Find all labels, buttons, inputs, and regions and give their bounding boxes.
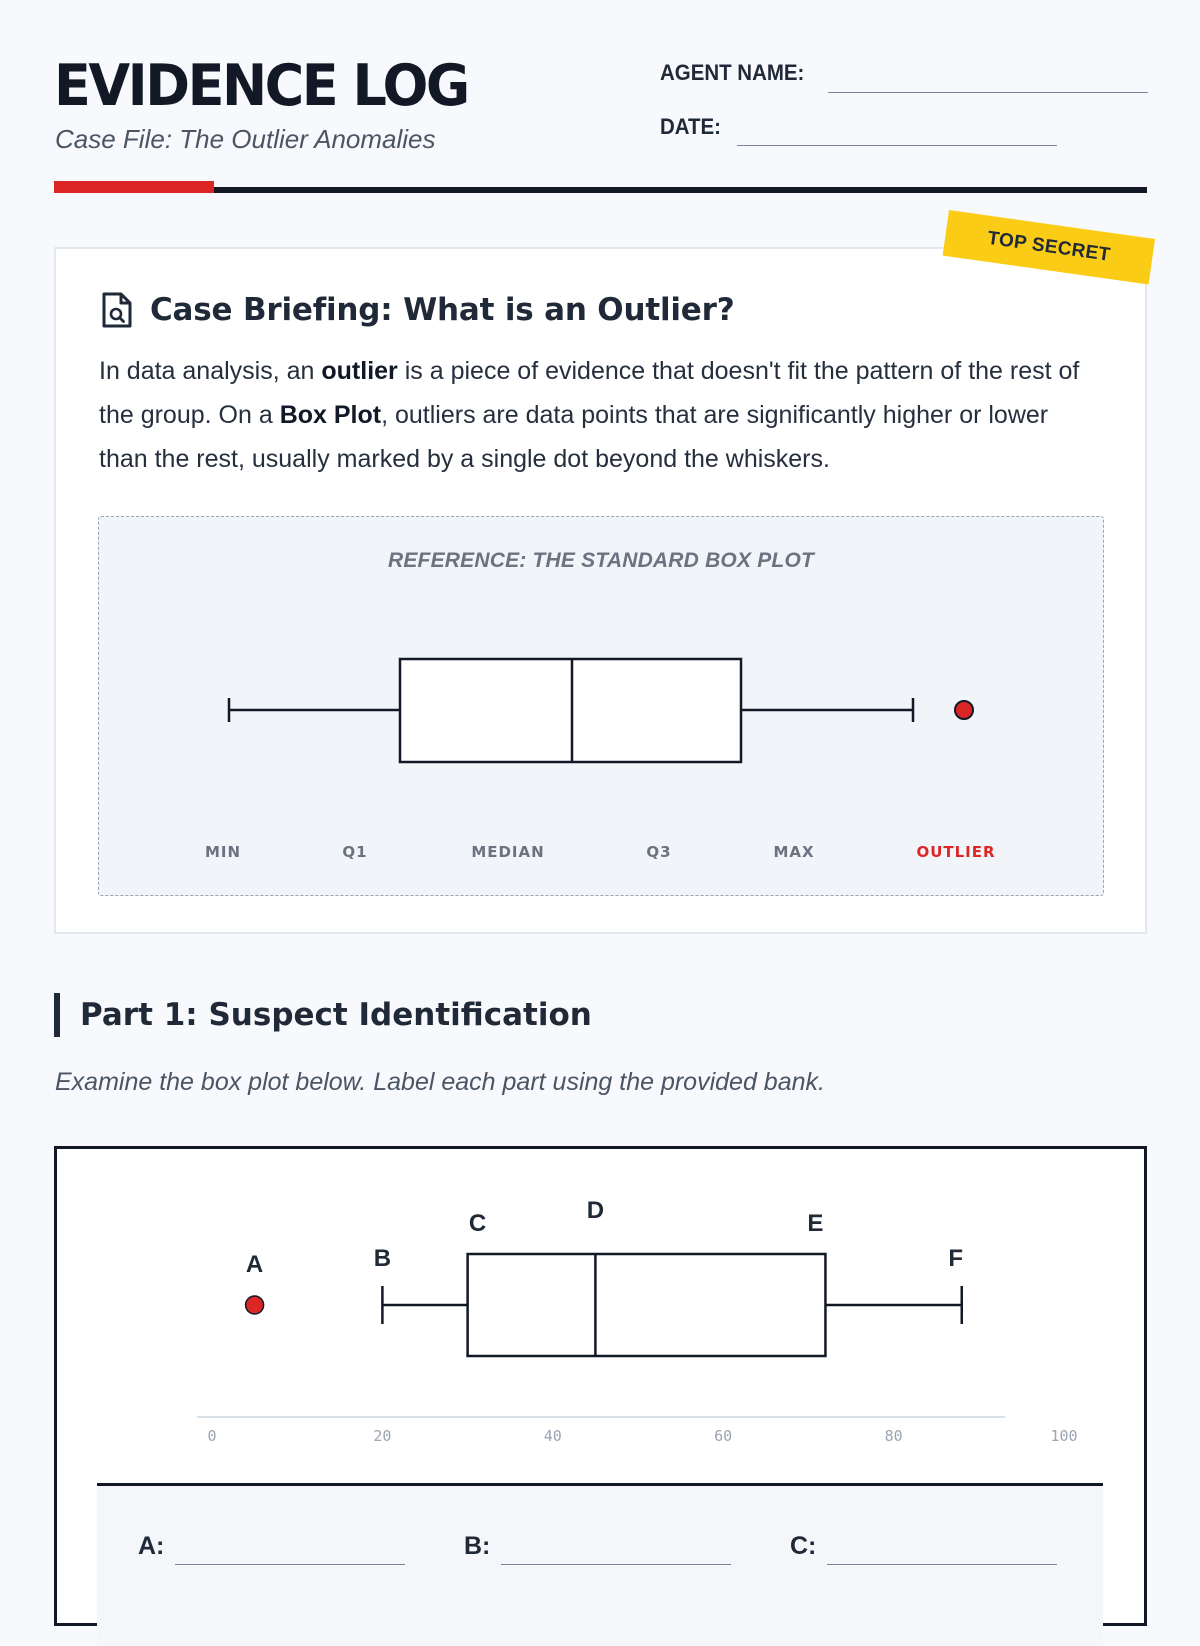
x-tick-label: 0 <box>207 1427 217 1445</box>
answer-area <box>97 1483 1103 1646</box>
case-briefing-heading <box>100 291 735 329</box>
answer-field-b[interactable] <box>501 1564 731 1565</box>
date-label: DATE: <box>660 114 722 139</box>
outlier-dot <box>246 1296 264 1314</box>
case-briefing-title: Case Briefing: What is an Outlier? <box>150 292 735 328</box>
header-divider <box>54 187 1147 193</box>
point-label-b: B <box>373 1245 392 1272</box>
answer-field-c[interactable] <box>827 1564 1057 1565</box>
briefing-paragraph <box>99 349 1099 481</box>
reference-title: REFERENCE: THE STANDARD BOX PLOT <box>387 549 815 572</box>
answer-field-a[interactable] <box>175 1564 405 1565</box>
page-title: EVIDENCE LOG <box>54 52 468 119</box>
label-median: MEDIAN <box>471 843 545 861</box>
point-label-a: A <box>245 1251 264 1278</box>
briefing-text: , outliers are data points that are significantly higher or lower than the rest, usually marked by a single dot beyond the whiskers. <box>99 401 1049 473</box>
part1-instructions: Examine the box plot below. Label each part using the provided bank. <box>55 1068 825 1096</box>
case-briefing-card <box>54 227 1147 934</box>
reference-outlier-dot <box>955 701 973 719</box>
briefing-term-box-plot: Box Plot <box>279 401 382 429</box>
case-file-subtitle: Case File: The Outlier Anomalies <box>55 124 436 154</box>
x-tick-label: 80 <box>884 1427 903 1445</box>
label-max: MAX <box>773 843 815 861</box>
answer-label-a: A: <box>138 1532 165 1560</box>
answer-label-c: C: <box>790 1532 817 1560</box>
reference-box <box>400 659 741 762</box>
iqr-box <box>468 1254 826 1356</box>
x-tick-label: 20 <box>373 1427 392 1445</box>
suspect-box-plot <box>57 1149 1144 1483</box>
agent-name-label: AGENT NAME: <box>660 60 805 85</box>
part1-title: Part 1: Suspect Identification <box>80 997 592 1033</box>
top-secret-stamp: TOP SECRET <box>943 210 1155 285</box>
x-tick-label: 100 <box>1050 1427 1078 1445</box>
reference-box-plot <box>99 517 1105 897</box>
label-q3: Q3 <box>646 843 672 861</box>
label-q1: Q1 <box>342 843 368 861</box>
x-tick-label: 40 <box>543 1427 562 1445</box>
agent-name-field[interactable] <box>828 92 1148 93</box>
suspect-plot-card <box>54 1146 1147 1626</box>
date-field[interactable] <box>737 145 1057 146</box>
part1-heading <box>54 993 592 1037</box>
x-tick-label: 60 <box>714 1427 733 1445</box>
briefing-text: is a piece of evidence that doesn't fit the pattern of the rest of the group. On a <box>99 357 1080 429</box>
answer-label-b: B: <box>464 1532 491 1560</box>
document-search-icon <box>100 291 134 329</box>
point-label-c: C <box>468 1210 487 1237</box>
briefing-term-outlier: outlier <box>321 357 398 385</box>
briefing-text: In data analysis, an <box>99 357 322 385</box>
reference-box-plot-panel <box>98 516 1104 896</box>
point-label-e: E <box>807 1210 824 1237</box>
label-min: MIN <box>204 843 242 861</box>
label-outlier: OUTLIER <box>916 843 996 861</box>
point-label-f: F <box>948 1245 964 1272</box>
header-accent-bar <box>54 181 214 193</box>
point-label-d: D <box>586 1197 605 1224</box>
